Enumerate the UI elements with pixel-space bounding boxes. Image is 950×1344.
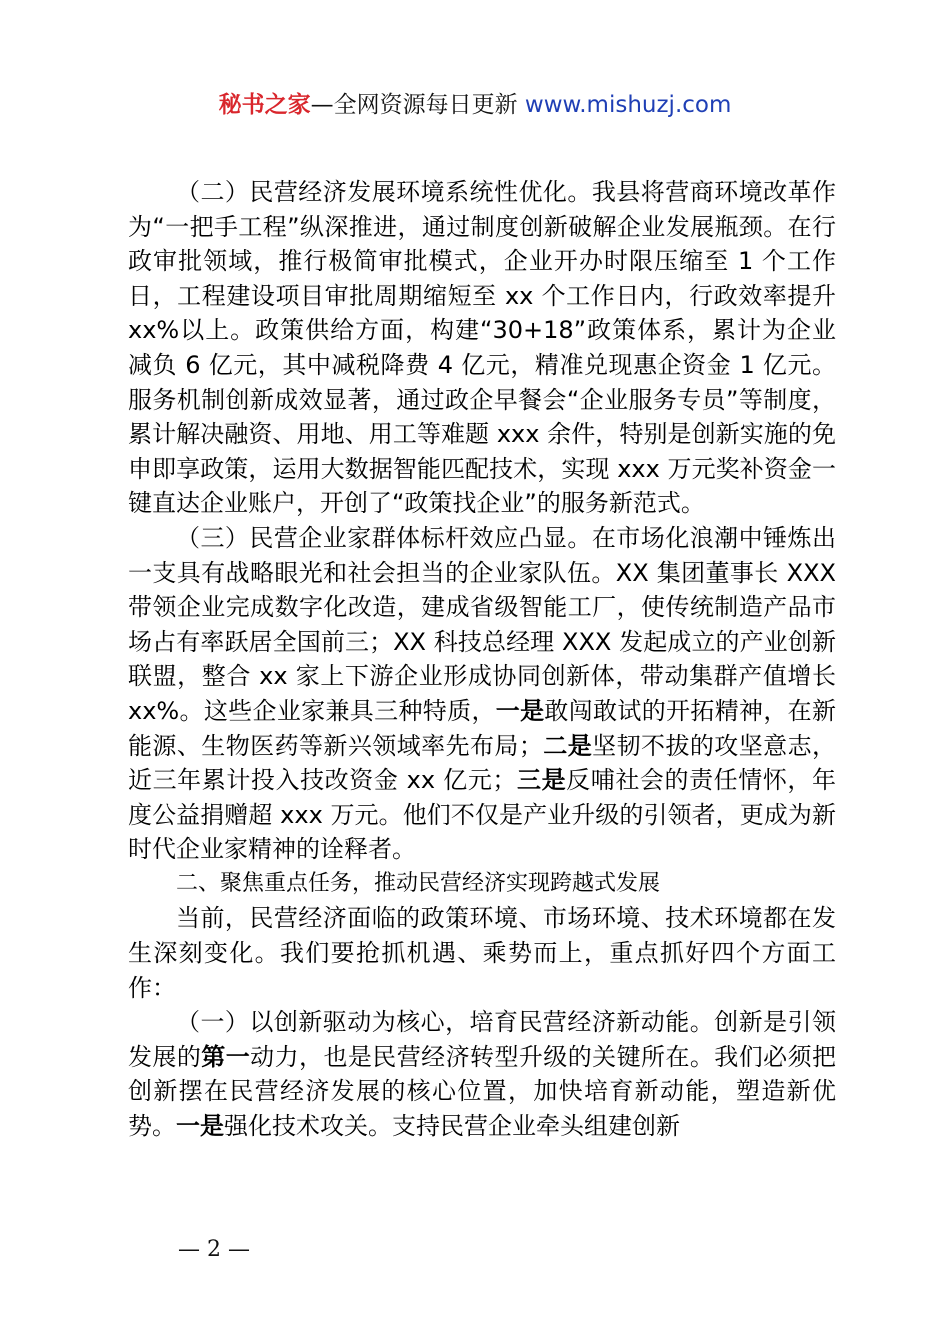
section-heading [128,867,836,902]
paragraph-text: 敢闯敢试的开拓精神，在新能源、生物医药等新兴领域率先布局； [128,696,836,760]
emphasis-text: 第一 [201,1042,251,1071]
emphasis-text: 三是 [516,766,567,795]
site-header [0,88,950,122]
body-paragraph [128,175,836,521]
site-slogan: —全网资源每日更新 [310,92,525,118]
emphasis-text: 二是 [542,731,593,760]
body-paragraph [128,1005,836,1143]
body-paragraph [128,521,836,867]
page-number: — 2 — [178,1237,250,1262]
emphasis-text: 一是 [176,1112,224,1141]
paragraph-text: 动力，也是民营经济转型升级的关键所在。我们必须把创新摆在民营经济发展的核心位置，加快培育新动能，塑造新优势。 [128,1042,837,1141]
paragraph-text: 坚韧不拔的攻坚意志，近三年累计投入技改资金 xx 亿元； [128,731,837,795]
paragraph-text: （三）民营企业家群体标杆效应凸显。在市场化浪潮中锤炼出一支具有战略眼光和社会担当的企业家队伍。XX 集团董事长 XXX 带领企业完成数字化改造，建成省级智能工厂，使传统制造产品市场占有率跃居全国前三；XX 科技总经理 XXX 发起成立的产业创新联盟，整合 xx 家上下游企业形成协同创新体，带动集群产值增长 xx%。这些企业家兼具三种特质， [128,523,836,725]
site-brand: 秘书之家 [218,92,311,118]
paragraph-text: 反哺社会的责任情怀，年度公益捐赠超 xxx 万元。他们不仅是产业升级的引领者，更成为新时代企业家精神的诠释者。 [128,766,837,864]
paragraph-text: 强化技术攻关。支持民营企业牵头组建创新 [224,1112,680,1141]
paragraph-text: （二）民营经济发展环境系统性优化。我县将营商环境改革作为“一把手工程”纵深推进，通过制度创新破解企业发展瓶颈。在行政审批领域，推行极简审批模式，企业开办时限压缩至 1 个工作日，工程建设项目审批周期缩短至 xx 个工作日内，行政效率提升 xx%以上。政策供给方面，构建“30+18”政策体系，累计为企业减负 6 亿元，其中减税降费 4 亿元，精准兑现惠企资金 1 亿元。服务机制创新成效显著，通过政企早餐会“企业服务专员”等制度，累计解决融资、用地、用工等难题 xxx 余件，特别是创新实施的免申即享政策，运用大数据智能匹配技术，实现 xxx 万元奖补资金一键直达企业账户，开创了“政策找企业”的服务新范式。 [128,178,836,518]
body-paragraph [128,901,836,1005]
document-body [128,175,836,1144]
paragraph-text: （一）以创新驱动为核心，培育民营经济新动能。创新是引领发展的 [128,1008,836,1071]
site-url-link[interactable]: www.mishuzj.com [524,92,732,118]
paragraph-text: 当前，民营经济面临的政策环境、市场环境、技术环境都在发生深刻变化。我们要抢抓机遇、乘势而上，重点抓好四个方面工作： [128,904,836,1002]
emphasis-text: 一是 [495,696,545,725]
paragraph-text: 二、聚焦重点任务，推动民营经济实现跨越式发展 [176,870,661,896]
